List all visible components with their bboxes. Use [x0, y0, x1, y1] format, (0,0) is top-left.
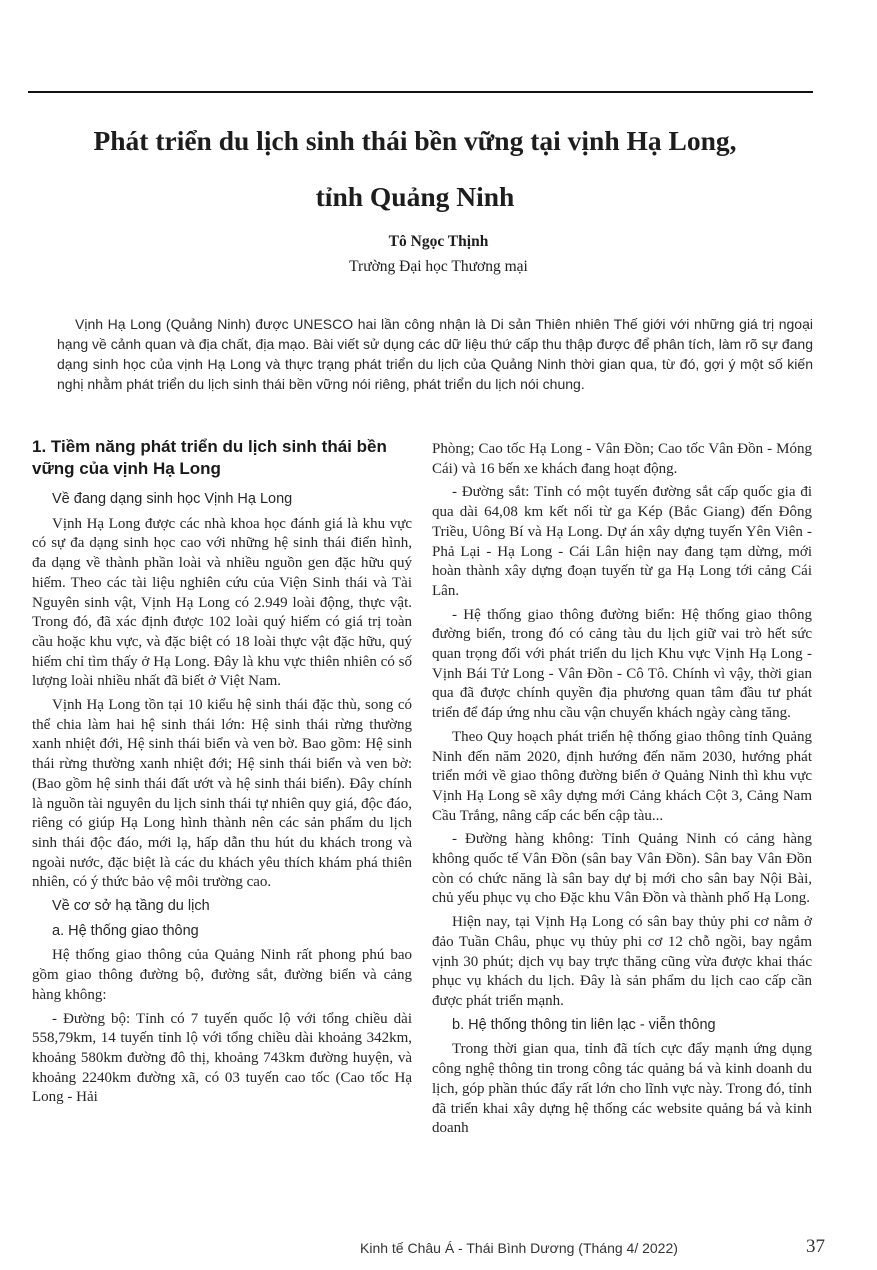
header-rule: [28, 91, 813, 93]
paragraph: Vịnh Hạ Long tồn tại 10 kiểu hệ sinh thái đặc thù, song có thể chia làm hai hệ sinh thái lớn: Hệ sinh thái rừng thường xanh nhiệt đới, Hệ sinh thái biển và ven bờ. Bao gồm: Hệ sinh thái rừng thường xanh nhiệt đới; Hệ sinh thái biển và ven bờ: (Bao gồm hệ sinh thái đất ướt và hệ sinh thái biển). Đây chính là nguồn tài nguyên du lịch sinh thái tự nhiên quy giá, độc đáo, riêng có giúp Hạ Long hình thành nên các sản phẩm du lịch sinh thái độc đáo, mới lạ, hấp dẫn thu hút du khách trong và ngoài nước, đặc biệt là các du khách yêu thích khám phá thiên nhiên, có ý thức bảo vệ môi trường cao.: [32, 697, 412, 891]
subsection-telecom: b. Hệ thống thông tin liên lạc - viễn thông: [452, 1016, 716, 1033]
paragraph: - Đường sắt: Tỉnh có một tuyến đường sắt cấp quốc gia đi qua dài 64,08 km kết nối từ ga Kép (Bắc Giang) đến Đông Triều, Uông Bí và Hạ Long. Dự án xây dựng tuyến Yên Viên - Phả Lại - Hạ Long - Cái Lân hiện nay đang tạm dừng, mới hoàn thành xây dựng đoạn tuyến từ ga Hạ Long tới cảng Cái Lân.: [432, 484, 812, 599]
subsection-biodiversity: Về đang dạng sinh học Vịnh Hạ Long: [52, 491, 293, 507]
title-line-2: tỉnh Quảng Ninh: [315, 181, 515, 212]
paragraph: Theo Quy hoạch phát triển hệ thống giao thông tỉnh Quảng Ninh đến năm 2020, định hướng đến năm 2030, hướng phát triển mới về giao thông đường biển ở Quảng Ninh thì khu vực Vịnh Hạ Long sẽ xây dựng mới Cảng khách Cột 3, Cảng Nam Cầu Trắng, nâng cấp các bến cập tàu...: [432, 728, 812, 824]
author-affiliation: Trường Đại học Thương mại: [349, 258, 528, 275]
subsection-transport: a. Hệ thống giao thông: [52, 922, 199, 939]
paragraph: Hệ thống giao thông của Quảng Ninh rất phong phú bao gồm giao thông đường bộ, đường sắt, đường biển và cảng hàng không:: [32, 947, 412, 1003]
section-heading: 1. Tiềm năng phát triển du lịch sinh thái bền vững của vịnh Hạ Long: [32, 437, 387, 478]
abstract: Vịnh Hạ Long (Quảng Ninh) được UNESCO hai lần công nhận là Di sản Thiên nhiên Thế giới với những giá trị ngoại hạng về cảnh quan và địa chất, địa mạo. Bài viết sử dụng các dữ liệu thứ cấp thu thập được để phân tích, làm rõ sự đang dạng sinh học của vịnh Hạ Long và thực trạng phát triển du lịch của Quảng Ninh thời gian qua, từ đó, gợi ý một số kiến nghị nhằm phát triển du lịch sinh thái bền vững nói riêng, phát triển du lịch nói chung.: [57, 316, 813, 392]
paragraph: Trong thời gian qua, tỉnh đã tích cực đẩy mạnh ứng dụng công nghệ thông tin trong công tác quảng bá và kinh doanh du lịch, góp phần thúc đẩy rất lớn cho lĩnh vực này. Trong đó, tỉnh đã triển khai xây dựng hệ thống các website quảng bá và kinh doanh: [432, 1041, 812, 1137]
left-column: [32, 436, 412, 1112]
author-name: Tô Ngọc Thịnh: [388, 233, 489, 250]
article-title: [30, 113, 800, 225]
paragraph: - Đường bộ: Tỉnh có 7 tuyến quốc lộ với tổng chiều dài 558,79km, 14 tuyến tỉnh lộ với tổng chiều dài khoảng 342km, khoảng 580km đường đô thị, khoảng 743km đường huyện, và khoảng 2240km đường xã, có 03 tuyến cao tốc (Cao tốc Hạ Long - Hải: [32, 1010, 412, 1106]
paragraph: - Đường hàng không: Tỉnh Quảng Ninh có cảng hàng không quốc tế Vân Đồn (sân bay Vân Đồn). Sân bay Vân Đồn còn có chức năng là sân bay dự bị mới cho sân bay Nội Bài, chủ yếu phục vụ cho Đặc khu Vân Đồn và thành phố Hạ Long.: [432, 831, 812, 907]
journal-footer: Kinh tế Châu Á - Thái Bình Dương (Tháng 4/ 2022): [360, 1240, 678, 1256]
paragraph: Vịnh Hạ Long được các nhà khoa học đánh giá là khu vực có sự đa dạng sinh học cao với những hệ sinh thái điển hình, đa dạng về thành phần loài và nhiều nguồn gen đặc hữu quý hiếm. Theo các tài liệu nghiên cứu của Viện Sinh thái và Tài Nguyên sinh vật, Vịnh Hạ Long có 2.949 loài động, thực vật. Trong đó, đã xác định được 102 loài quý hiếm có giá trị toàn cầu hoặc khu vực, và đặc biệt có 18 loài thực vật đặc hữu, quý hiếm chỉ tìm thấy ở Hạ Long. Đây là khu vực thiên nhiên có số lượng loài nhiều nhất đã biết ở Việt Nam.: [32, 515, 412, 690]
title-line-1: Phát triển du lịch sinh thái bền vững tại vịnh Hạ Long,: [93, 125, 737, 156]
paragraph: Hiện nay, tại Vịnh Hạ Long có sân bay thủy phi cơ nằm ở đảo Tuần Châu, phục vụ thủy phi cơ 12 chỗ ngồi, bay ngắm vịnh 30 phút; dịch vụ bay trực thăng cũng vừa được khai thác phục vụ khách du lịch. Đây là sản phẩm du lịch cao cấp cần được phát triển mạnh.: [432, 914, 812, 1009]
paragraph-continued: Phòng; Cao tốc Hạ Long - Vân Đồn; Cao tốc Vân Đồn - Móng Cái) và 16 bến xe khách đang hoạt động.: [432, 441, 812, 477]
paragraph: - Hệ thống giao thông đường biển: Hệ thống giao thông đường biển, trong đó có cảng tàu du lịch giữ vai trò hết sức quan trọng đối với phát triển du lịch Khu vực Vịnh Hạ Long - Vịnh Bái Tử Long - Vân Đồn - Cô Tô. Chính vì vậy, thời gian qua đã được chính quyền địa phương quan tâm đầu tư phát triển để đáp ứng nhu cầu vận chuyển khách ngày càng tăng.: [432, 606, 812, 722]
right-column: [432, 440, 812, 1143]
page-number: 37: [806, 1236, 825, 1257]
subsection-infrastructure: Về cơ sở hạ tầng du lịch: [52, 898, 210, 915]
